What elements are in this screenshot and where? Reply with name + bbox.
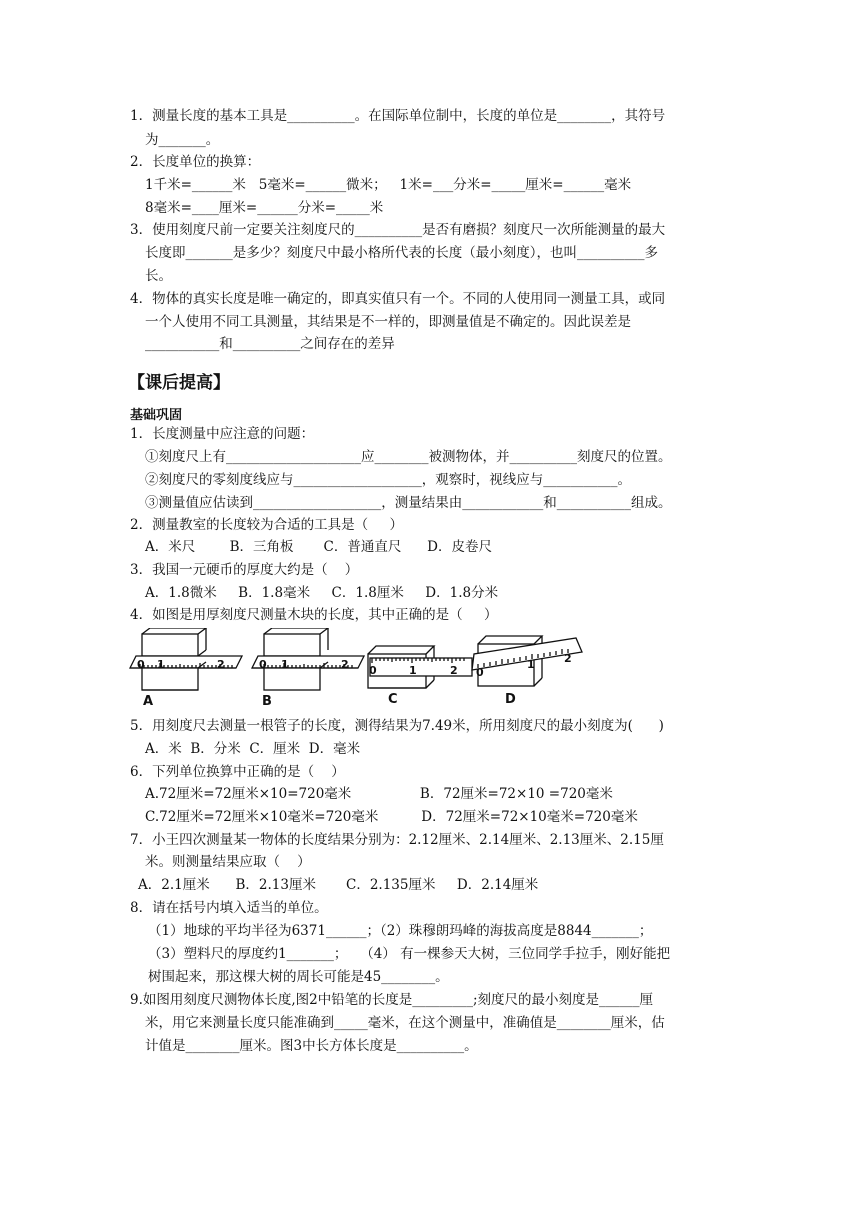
q3-stem: 3．我国一元硬币的厚度大约是（ ） (130, 562, 359, 578)
caption-b: B (262, 694, 272, 709)
top-line-5: 8毫米=____厘米=______分米=_____米 (145, 200, 384, 216)
b-tick-label-1: 1 (281, 658, 289, 671)
top-line-8: 长。 (145, 268, 172, 284)
q7-stem: 7．小王四次测量某一物体的长度结果分别为：2.12厘米、2.14厘米、2.13厘米、2.15厘 (130, 832, 664, 848)
q7-options: A．2.1厘米 B．2.13厘米 C．2.135厘米 D．2.14厘米 (138, 877, 539, 893)
b-tick-label-0: 0 (259, 658, 267, 671)
q2-stem: 2．测量教室的长度较为合适的工具是（ ） (130, 517, 404, 533)
top-line-1: 1．测量长度的基本工具是__________。在国际单位制中，长度的单位是________，其符号 (130, 108, 666, 124)
a-tick-label-2: 2 (217, 658, 225, 671)
q3-options: A．1.8微米 B．1.8毫米 C．1.8厘米 D．1.8分米 (145, 585, 499, 601)
top-line-11: ___________和__________之间存在的差异 (145, 336, 395, 352)
d-tick-label-2: 2 (564, 652, 572, 665)
q4-ruler-figure (128, 628, 588, 710)
top-line-2: 为_______。 (145, 132, 220, 148)
q1-item-c: ③测量值应估读到___________________，测量结果由____________和___________组成。 (145, 495, 672, 511)
q8-stem: 8．请在括号内填入适当的单位。 (130, 900, 328, 916)
caption-d: D (505, 692, 516, 707)
subsection-title: 基础巩固 (130, 408, 183, 423)
q7-stem-2: 米。则测量结果应取（ ） (145, 854, 311, 870)
top-line-7: 长度即_______是多少？刻度尺中最小格所代表的长度（最小刻度），也叫__________多 (145, 245, 658, 261)
b-tick-label-2: 2 (341, 658, 349, 671)
q9-line-3: 计值是________厘米。图3中长方体长度是__________。 (145, 1038, 478, 1054)
a-tick-label-0: 0 (137, 658, 145, 671)
q2-options: A．米尺 B．三角板 C．普通直尺 D．皮卷尺 (145, 539, 492, 555)
q4-stem: 4．如图是用厚刻度尺测量木块的长度，其中正确的是（ ） (130, 607, 498, 623)
q8-line-1: （1）地球的平均半径为6371______；（2）珠穆朗玛峰的海拔高度是8844_______； (148, 923, 653, 939)
c-tick-label-2: 2 (450, 664, 458, 677)
d-tick-label-0: 0 (476, 666, 484, 679)
d-tick-label-1: 1 (527, 658, 535, 671)
a-tick-label-1: 1 (157, 658, 165, 671)
q6-options-row-2: C.72厘米=72厘米×10毫米=720毫米 D．72厘米=72×10毫米=720毫米 (145, 809, 638, 825)
top-line-9: 4．物体的真实长度是唯一确定的，即真实值只有一个。不同的人使用同一测量工具，或同 (130, 291, 666, 307)
q8-line-2: （3）塑料尺的厚度约1_______； （4） 有一棵参天大树，三位同学手拉手，刚好能把 (148, 946, 671, 962)
section-title: 【课后提高】 (128, 373, 230, 393)
top-line-6: 3．使用刻度尺前一定要关注刻度尺的__________是否有磨损？刻度尺一次所能测量的最大 (130, 222, 666, 238)
c-tick-label-0: 0 (369, 664, 377, 677)
top-line-3: 2．长度单位的换算： (130, 154, 261, 170)
c-tick-label-1: 1 (409, 664, 417, 677)
q9-line-2: 米，用它来测量长度只能准确到_____毫米，在这个测量中，准确值是________厘米，估 (145, 1015, 665, 1031)
q5-options: A．米 B．分米 C．厘米 D．毫米 (145, 741, 361, 757)
q6-options-row-1: A.72厘米=72厘米×10=720毫米 B．72厘米=72×10 =720毫米 (145, 786, 613, 802)
top-line-10: 一个人使用不同工具测量，其结果是不一样的，即测量值是不确定的。因此误差是 (145, 314, 631, 330)
q1-item-b: ②刻度尺的零刻度线应与___________________，观察时，视线应与___________。 (145, 472, 631, 488)
top-line-4: 1千米=______米 5毫米=______微米； 1米=___分米=_____厘米=______毫米 (145, 177, 632, 193)
caption-a: A (143, 694, 154, 709)
q6-stem: 6．下列单位换算中正确的是（ ） (130, 764, 345, 780)
q1-stem: 1．长度测量中应注意的问题： (130, 426, 315, 442)
q9-line-1: 9.如图用刻度尺测物体长度,图2中铅笔的长度是_________;刻度尺的最小刻度是______厘 (130, 992, 654, 1008)
q5-stem: 5．用刻度尺去测量一根管子的长度，测得结果为7.49米，所用刻度尺的最小刻度为( ) (130, 718, 664, 734)
ruler-a (130, 628, 242, 690)
q8-line-3: 树围起来，那这棵大树的周长可能是45________。 (148, 969, 449, 985)
q1-item-a: ①刻度尺上有____________________应________被测物体，并__________刻度尺的位置。 (145, 449, 672, 465)
caption-c: C (388, 692, 398, 707)
